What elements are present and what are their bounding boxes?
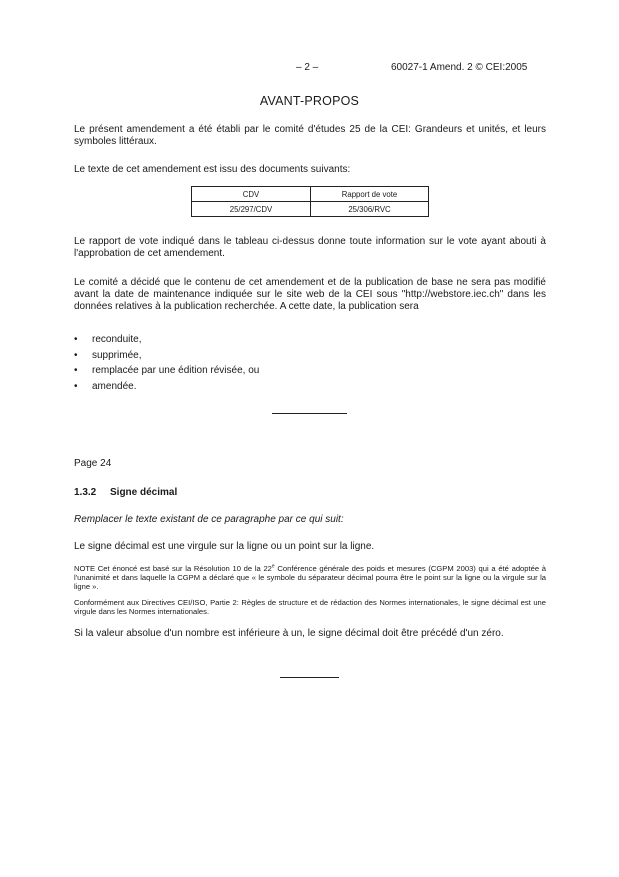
paragraph-maintenance: Le comité a décidé que le contenu de cet amendement et de la publication de base ne sera pas modifié avant la date de maintenance indiquée sur le site web de la CEI sous "http://webstore.iec.ch" dans les données relatives à la publication recherchée. A cette date, la publication sera — [74, 277, 546, 312]
section-heading — [74, 487, 177, 498]
bullet-icon: • — [74, 380, 78, 392]
list-item — [74, 350, 259, 366]
bullet-icon: • — [74, 365, 78, 376]
conformity-note: Conformément aux Directives CEI/ISO, Partie 2: Règles de structure et de rédaction des Normes internationales, le signe décimal est une virgule dans les Normes internationales. — [74, 598, 546, 616]
bullet-icon: • — [74, 349, 78, 361]
page-reference: Page 24 — [74, 458, 112, 469]
document-reference: 60027-1 Amend. 2 © CEI:2005 — [391, 62, 528, 73]
note-superscript: e — [271, 563, 275, 570]
table-cell: 25/297/CDV — [192, 202, 311, 217]
section-heading-title: Signe décimal — [110, 487, 178, 498]
divider — [272, 413, 347, 414]
table-header-row — [192, 187, 429, 202]
note-prefix: NOTE Cet énoncé est basé sur la Résolution 10 de la 22 — [74, 564, 272, 573]
paragraph-committee: Le présent amendement a été établi par le comité d'études 25 de la CEI: Grandeurs et unités, et leurs symboles littéraux. — [74, 124, 546, 147]
table-header-cell: CDV — [192, 187, 311, 202]
section-title: AVANT-PROPOS — [259, 94, 360, 108]
paragraph-decimal-sign: Le signe décimal est une virgule sur la ligne ou un point sur la ligne. — [74, 541, 375, 552]
list-item-text: amendée. — [92, 380, 137, 392]
list-item — [74, 334, 259, 350]
vote-table — [191, 186, 429, 217]
divider — [280, 677, 339, 678]
page-number: – 2 – — [296, 62, 319, 73]
list-item — [74, 381, 259, 397]
table-cell: 25/306/RVC — [311, 202, 429, 217]
bullet-icon: • — [74, 334, 78, 345]
section-number: 1.3.2 — [74, 487, 97, 498]
instruction-text: Remplacer le texte existant de ce paragraphe par ce qui suit: — [74, 514, 344, 525]
note-suffix: Conférence générale des poids et mesures (CGPM 2003) qui a été adoptée à l'unanimité et dans laquelle la CGPM a déclaré que « le symbole du séparateur décimal pourra être le point sur la ligne ou la virgule sur la ligne ». — [74, 564, 546, 591]
publication-options-list — [74, 334, 259, 396]
list-item-text: remplacée par une édition révisée, ou — [92, 365, 260, 376]
table-header-cell: Rapport de vote — [311, 187, 429, 202]
table-row — [192, 202, 429, 217]
list-item-text: supprimée, — [92, 349, 142, 361]
paragraph-documents: Le texte de cet amendement est issu des documents suivants: — [74, 164, 351, 175]
note-text — [74, 564, 546, 591]
list-item-text: reconduite, — [92, 334, 142, 345]
paragraph-vote-report: Le rapport de vote indiqué dans le tableau ci-dessus donne toute information sur le vote ayant abouti à l'approbation de cet amendement. — [74, 236, 546, 259]
list-item — [74, 365, 259, 381]
paragraph-leading-zero: Si la valeur absolue d'un nombre est inférieure à un, le signe décimal doit être précédé d'un zéro. — [74, 628, 504, 639]
